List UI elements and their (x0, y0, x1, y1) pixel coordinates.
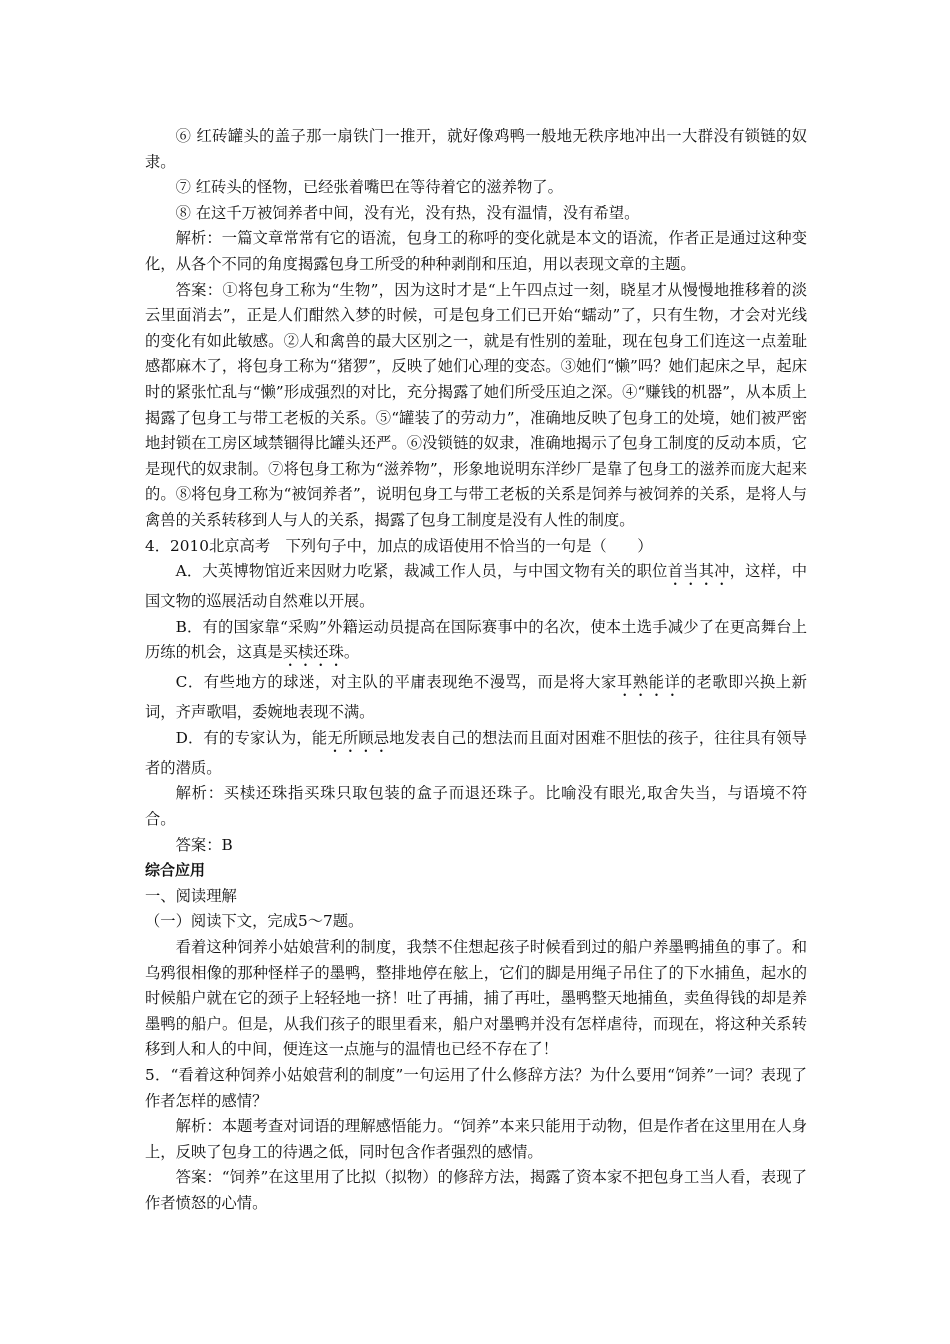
question-4-stem: 4．2010北京高考 下列句子中，加点的成语使用不恰当的一句是（ ） (145, 536, 653, 555)
paragraph-item-8: ⑧ 在这千万被饲养者中间，没有光，没有热，没有温情，没有希望。 (175, 203, 640, 222)
dotted-idiom: 无所顾忌 (327, 728, 390, 747)
option-text: B．有的国家靠“采购”外籍运动员提高在国际赛事中的名次，使本土选手减少了在更高舞台上历练的机会，这真是 (145, 617, 807, 662)
option-text: D．有的专家认为，能 (175, 728, 328, 747)
question-5-answer: 答案：“饲养”在这里用了比拟（拟物）的修辞方法，揭露了资本家不把包身工当人看，表现了作者愤怒的心情。 (145, 1168, 807, 1212)
dotted-idiom: 首当其冲 (667, 562, 730, 581)
subsection-heading: 一、阅读理解 (145, 886, 237, 905)
dotted-idiom: 耳熟能详 (616, 673, 681, 692)
answer-paragraph: 答案：①将包身工称为“生物”，因为这时才是“上午四点过一刻，晓星才从慢慢地推移着的淡云里面消去”，正是人们酣然入梦的时候，可是包身工们已开始“蠕动”了，只有生物，才会对光线的变化有如此敏感。②人和禽兽的最大区别之一，就是有性别的羞耻，现在包身工们连这一点羞耻感都麻木了，将包身工称为“猪猡”，反映了她们心理的变态。③她们“懒”吗？她们起床之早，起床时的紧张忙乱与“懒”形成强烈的对比，充分揭露了她们所受压迫之深。④“赚钱的机器”，从本质上揭露了包身工与带工老板的关系。⑤“罐装了的劳动力”，准确地反映了包身工的处境，她们被严密地封锁在工房区域禁锢得比罐头还严。⑥没锁链的奴隶，准确地揭示了包身工制度的反动本质，它是现代的奴隶制。⑦将包身工称为“滋养物”，形象地说明东洋纱厂是靠了包身工的滋养而庞大起来的。⑧将包身工称为“被饲养者”，说明包身工与带工老板的关系是饲养与被饲养的关系，是将人与禽兽的关系转移到人与人的关系，揭露了包身工制度是没有人性的制度。 (145, 280, 807, 529)
reading-instruction: （一）阅读下文，完成5～7题。 (145, 912, 364, 931)
option-text: ，这样，中国文物的巡展活动自然难以开展。 (145, 562, 807, 611)
option-text: 。 (343, 643, 360, 662)
question-4-answer: 答案：B (175, 835, 233, 854)
question-4-option-d (145, 726, 807, 782)
reading-passage: 看着这种饲养小姑娘营利的制度，我禁不住想起孩子时候看到过的船户养墨鸭捕鱼的事了。和乌鸦很相像的那种怪样子的墨鸭，整排地停在舷上，它们的脚是用绳子吊住了的下水捕鱼，起水的时候船户就在它的颈子上轻轻地一挤！吐了再捕，捕了再吐，墨鸭整天地捕鱼，卖鱼得钱的却是养墨鸭的船户。但是，从我们孩子的眼里看来，船户对墨鸭并没有怎样虐待，而现在，将这种关系转移到人和人的中间，便连这一点施与的温情也已经不存在了！ (145, 938, 807, 1059)
dotted-idiom: 买椟还珠 (282, 643, 344, 662)
question-5-analysis: 解析：本题考查对词语的理解感悟能力。“饲养”本来只能用于动物，但是作者在这里用在人身上，反映了包身工的待遇之低，同时包含作者强烈的感情。 (145, 1117, 807, 1161)
section-heading: 综合应用 (145, 861, 206, 880)
option-text: 的老歌即兴换上新词，齐声歌唱，委婉地表现不满。 (145, 673, 807, 722)
question-4-analysis: 解析：买椟还珠指买珠只取包装的盒子而退还珠子。比喻没有眼光,取舍失当，与语境不符合。 (145, 784, 807, 829)
analysis-paragraph: 解析：一篇文章常常有它的语流，包身工的称呼的变化就是本文的语流，作者正是通过这种变化，从各个不同的角度揭露包身工所受的种种剥削和压迫，用以表现文章的主题。 (145, 229, 807, 273)
option-text: C．有些地方的球迷，对主队的平庸表现绝不漫骂，而是将大家 (175, 673, 617, 692)
paragraph-item-6: ⑥ 红砖罐头的盖子那一扇铁门一推开，就好像鸡鸭一般地无秩序地冲出一大群没有锁链的奴隶。 (145, 127, 807, 171)
document-page (145, 124, 807, 1217)
question-5-stem: 5．“看着这种饲养小姑娘营利的制度”一句运用了什么修辞方法？为什么要用“饲养”一词？表现了作者怎样的感情？ (145, 1066, 807, 1110)
option-text: 地发表自己的想法而且面对困难不胆怯的孩子，往往具有领导者的潜质。 (145, 728, 807, 777)
paragraph-item-7: ⑦ 红砖头的怪物，已经张着嘴巴在等待着它的滋养物了。 (175, 178, 563, 197)
option-text: A．大英博物馆近来因财力吃紧，裁减工作人员，与中国文物有关的职位 (175, 562, 668, 581)
question-4-option-a (145, 559, 807, 615)
question-4-option-c (145, 670, 807, 726)
question-4-option-b (145, 615, 807, 671)
